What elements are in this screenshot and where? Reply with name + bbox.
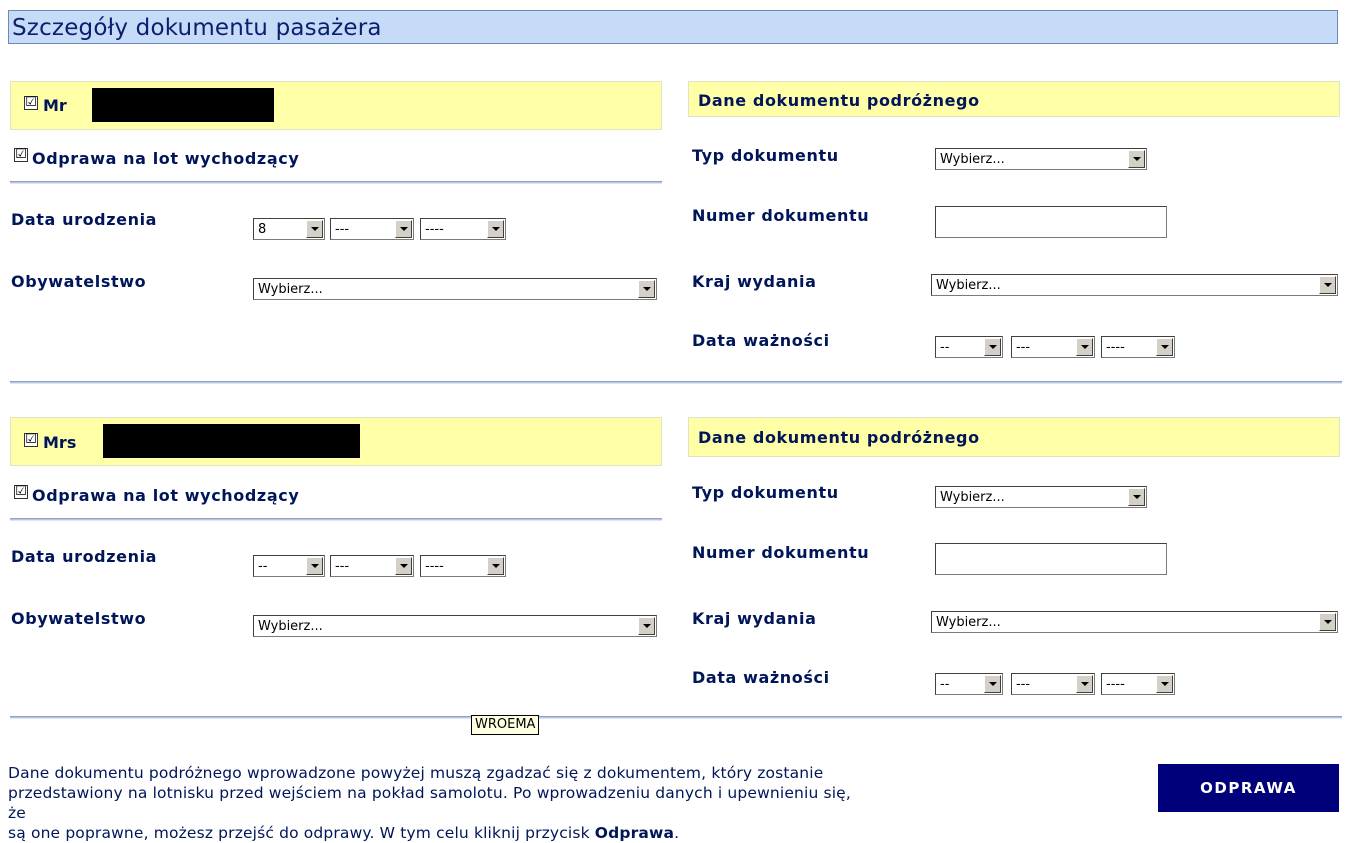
expiry-month-value: --- [1016,340,1031,355]
expiry-date-label: Data ważności [692,331,830,350]
chevron-down-icon [1128,150,1145,168]
info-text [8,763,868,843]
passenger-title: Mrs [43,433,77,452]
issue-country-label: Kraj wydania [692,272,817,291]
passenger-select-checkbox[interactable]: ☑ [25,432,37,447]
nationality-value: Wybierz... [258,619,323,634]
info-text-line: przedstawiony na lotnisku przed wejściem na pokład samolotu. Po wprowadzeniu danych i upewnieniu się, że [8,784,851,822]
issue-country-select[interactable] [931,274,1338,296]
divider [10,181,662,184]
chevron-down-icon [1319,613,1336,631]
chevron-down-icon [1156,675,1173,693]
expiry-month-select[interactable] [1011,673,1095,695]
chevron-down-icon [487,557,504,575]
chevron-down-icon [984,675,1001,693]
expiry-day-select[interactable] [935,673,1003,695]
expiry-day-value: -- [940,677,950,692]
dob-year-select[interactable] [420,555,506,577]
chevron-down-icon [395,220,412,238]
document-number-input[interactable] [935,206,1167,238]
info-text-line-prefix: są one poprawne, możesz przejść do odprawy. W tym celu kliknij przycisk [8,824,590,842]
checkin-label: Odprawa na lot wychodzący [32,486,300,505]
info-text-line-suffix: . [674,824,680,842]
document-type-label: Typ dokumentu [692,483,839,502]
dob-month-value: --- [335,222,350,237]
chevron-down-icon [1076,675,1093,693]
document-type-value: Wybierz... [940,490,1005,505]
expiry-day-value: -- [940,340,950,355]
expiry-date-label: Data ważności [692,668,830,687]
issue-country-label: Kraj wydania [692,609,817,628]
document-number-label: Numer dokumentu [692,206,870,225]
expiry-month-value: --- [1016,677,1031,692]
chevron-down-icon [1128,488,1145,506]
nationality-label: Obywatelstwo [11,272,147,291]
checkin-checkbox[interactable]: ☑ [15,147,27,162]
dob-month-value: --- [335,559,350,574]
nationality-select[interactable] [253,278,657,300]
document-number-label: Numer dokumentu [692,543,870,562]
chevron-down-icon [638,280,655,298]
issue-country-value: Wybierz... [936,615,1001,630]
passenger-title: Mr [43,96,67,115]
checkin-label: Odprawa na lot wychodzący [32,149,300,168]
document-type-value: Wybierz... [940,152,1005,167]
document-type-label: Typ dokumentu [692,146,839,165]
dob-label: Data urodzenia [11,210,158,229]
info-text-emphasis: Odprawa [594,824,675,842]
tooltip: WROEMA [471,715,539,735]
section-divider [10,381,1342,384]
dob-day-select[interactable] [253,218,325,240]
page-title: Szczegóły dokumentu pasażera [12,15,382,41]
document-type-select[interactable] [935,486,1147,508]
checkin-submit-button[interactable]: ODPRAWA [1158,764,1339,812]
chevron-down-icon [984,338,1001,356]
document-details-header: Dane dokumentu podróżnego [698,428,980,447]
redacted-passenger-name [92,88,274,122]
section-divider [10,716,1342,719]
info-text-line [8,823,868,843]
dob-day-value: 8 [258,222,267,237]
chevron-down-icon [395,557,412,575]
document-number-input[interactable] [935,543,1167,575]
chevron-down-icon [1319,276,1336,294]
chevron-down-icon [1076,338,1093,356]
redacted-passenger-name [103,424,360,458]
dob-day-value: -- [258,559,268,574]
dob-month-select[interactable] [330,218,414,240]
expiry-year-select[interactable] [1101,336,1175,358]
document-details-header: Dane dokumentu podróżnego [698,91,980,110]
expiry-month-select[interactable] [1011,336,1095,358]
expiry-year-value: ---- [1106,340,1125,355]
document-type-select[interactable] [935,148,1147,170]
issue-country-value: Wybierz... [936,278,1001,293]
dob-year-select[interactable] [420,218,506,240]
chevron-down-icon [638,617,655,635]
chevron-down-icon [487,220,504,238]
passenger-select-checkbox[interactable]: ☑ [25,95,37,110]
dob-year-value: ---- [425,559,444,574]
dob-day-select[interactable] [253,555,325,577]
divider [10,518,662,521]
chevron-down-icon [306,220,323,238]
checkin-checkbox[interactable]: ☑ [15,484,27,499]
chevron-down-icon [306,557,323,575]
nationality-select[interactable] [253,615,657,637]
chevron-down-icon [1156,338,1173,356]
dob-year-value: ---- [425,222,444,237]
info-text-line: Dane dokumentu podróżnego wprowadzone powyżej muszą zgadzać się z dokumentem, który zostanie [8,764,824,782]
nationality-value: Wybierz... [258,282,323,297]
expiry-day-select[interactable] [935,336,1003,358]
dob-month-select[interactable] [330,555,414,577]
expiry-year-select[interactable] [1101,673,1175,695]
issue-country-select[interactable] [931,611,1338,633]
dob-label: Data urodzenia [11,547,158,566]
expiry-year-value: ---- [1106,677,1125,692]
nationality-label: Obywatelstwo [11,609,147,628]
